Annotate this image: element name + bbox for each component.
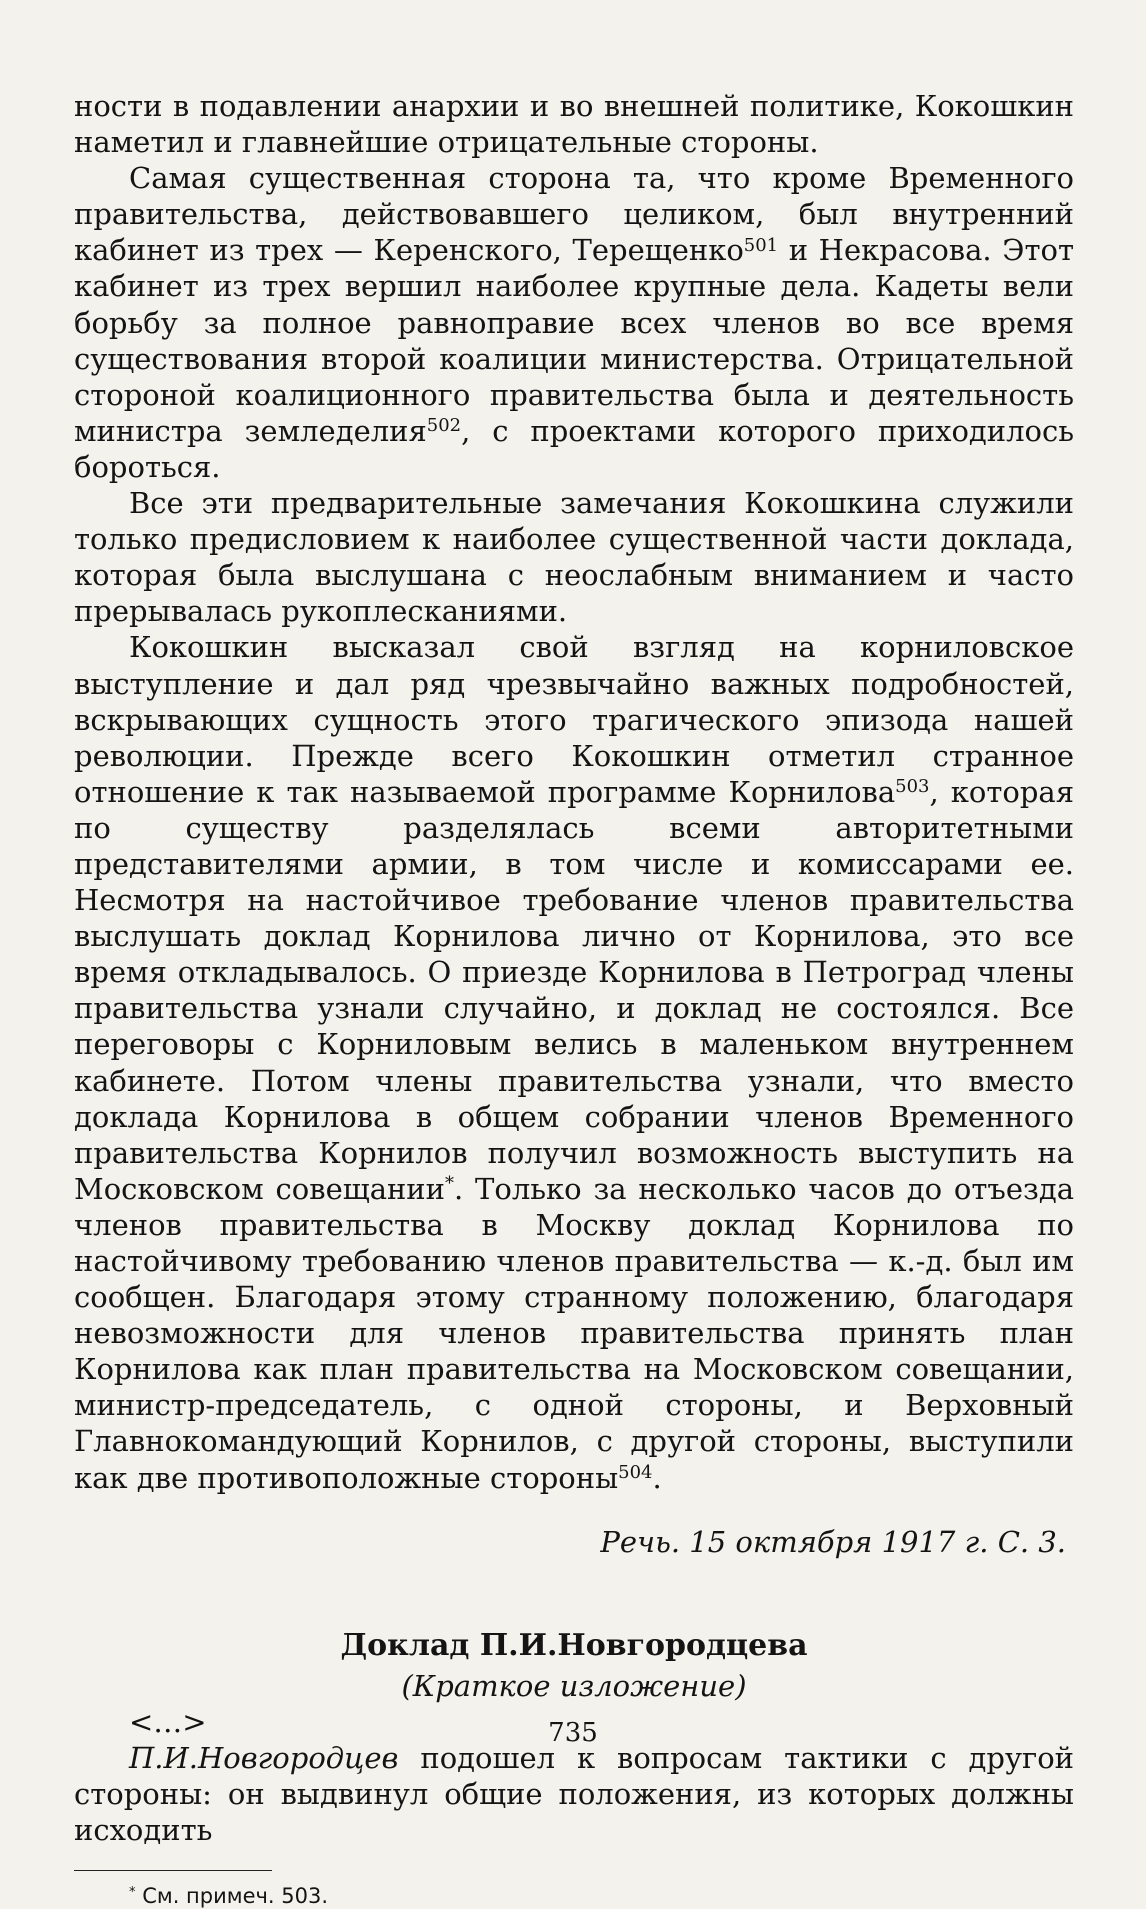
- paragraph-1: ности в подавлении анархии и во внешней политике, Кокошкин наметил и главнейшие отрицательные стороны.: [74, 89, 1074, 160]
- section-subtitle: (Краткое изложение): [401, 1668, 747, 1703]
- endnote-ref-502: 502: [426, 414, 462, 436]
- paragraph-5: П.И.Новгородцев подошел к вопросам тактики с другой стороны: он выдвинул общие положения, из которых должны исходить: [74, 1741, 1074, 1848]
- endnote-ref-503: 503: [895, 775, 930, 797]
- page-number: 735: [548, 1718, 598, 1748]
- endnote-ref-504: 504: [618, 1461, 653, 1483]
- main-text: [74, 88, 1074, 1909]
- footnote-divider: [74, 1870, 272, 1871]
- paragraph-2: Самая существенная сторона та, что кроме Временного правительства, действовавшего целиком, был внутренний кабинет из трех — Керенского, Терещенко$^{501}$ и Некрасова. Этот кабинет из трех вершил наиболее крупные дела. Кадеты вели борьбу за полное равноправие всех членов во все время существования второй коалиции министерства. Отрицательной стороной коалиционного правительства была и деятельность министра земледелия$^{502}$, с проектами которого приходилось бороться.: [74, 161, 1074, 484]
- section-title: Доклад П.И.Новгородцева: [340, 1627, 808, 1663]
- speaker-name: П.И.Новгородцев: [129, 1741, 399, 1776]
- endnote-ref-501: 501: [743, 234, 779, 256]
- omission-mark: <…>: [129, 1704, 207, 1739]
- paragraph-3: Все эти предварительные замечания Кокошкина служили только предисловием к наиболее существенной части доклада, которая была выслушана с неослабным вниманием и часто прерывалась рукоплесканиями.: [74, 486, 1074, 629]
- paragraph-4: Кокошкин высказал свой взгляд на корниловское выступление и дал ряд чрезвычайно важных подробностей, вскрывающих сущность этого трагического эпизода нашей революции. Прежде всего Кокошкин отметил странное отношение к так называемой программе Корнилова$^{503}$, которая по существу разделялась всеми авторитетными представителями армии, в том числе и комиссарами ее. Несмотря на настойчивое требование членов правительства выслушать доклад Корнилова лично от Корнилова, это все время откладывалось. О приезде Корнилова в Петроград члены правительства узнали случайно, и доклад не состоялся. Все переговоры с Корниловым велись в маленьком внутреннем кабинете. Потом члены правительства узнали, что вместо доклада Корнилова в общем собрании членов Временного правительства Корнилов получил возможность выступить на Московском совещании*. Только за несколько часов до отъезда членов правительства в Москву доклад Корнилова по настойчивому требованию членов правительства — к.-д. был им сообщен. Благодаря этому странному положению, благодаря невозможности для членов правительства принять план Корнилова как план правительства на Московском совещании, министр-председатель, с одной стороны, и Верховный Главнокомандующий Корнилов, с другой стороны, выступили как две противоположные стороны$^{504}$.: [74, 630, 1074, 1495]
- footnote-marker: *: [129, 1885, 136, 1901]
- footnote: * См. примеч. 503.: [129, 1884, 329, 1909]
- footnote-ref-star: *: [444, 1172, 454, 1194]
- source-citation: Речь. 15 октября 1917 г. С. 3.: [600, 1524, 1066, 1559]
